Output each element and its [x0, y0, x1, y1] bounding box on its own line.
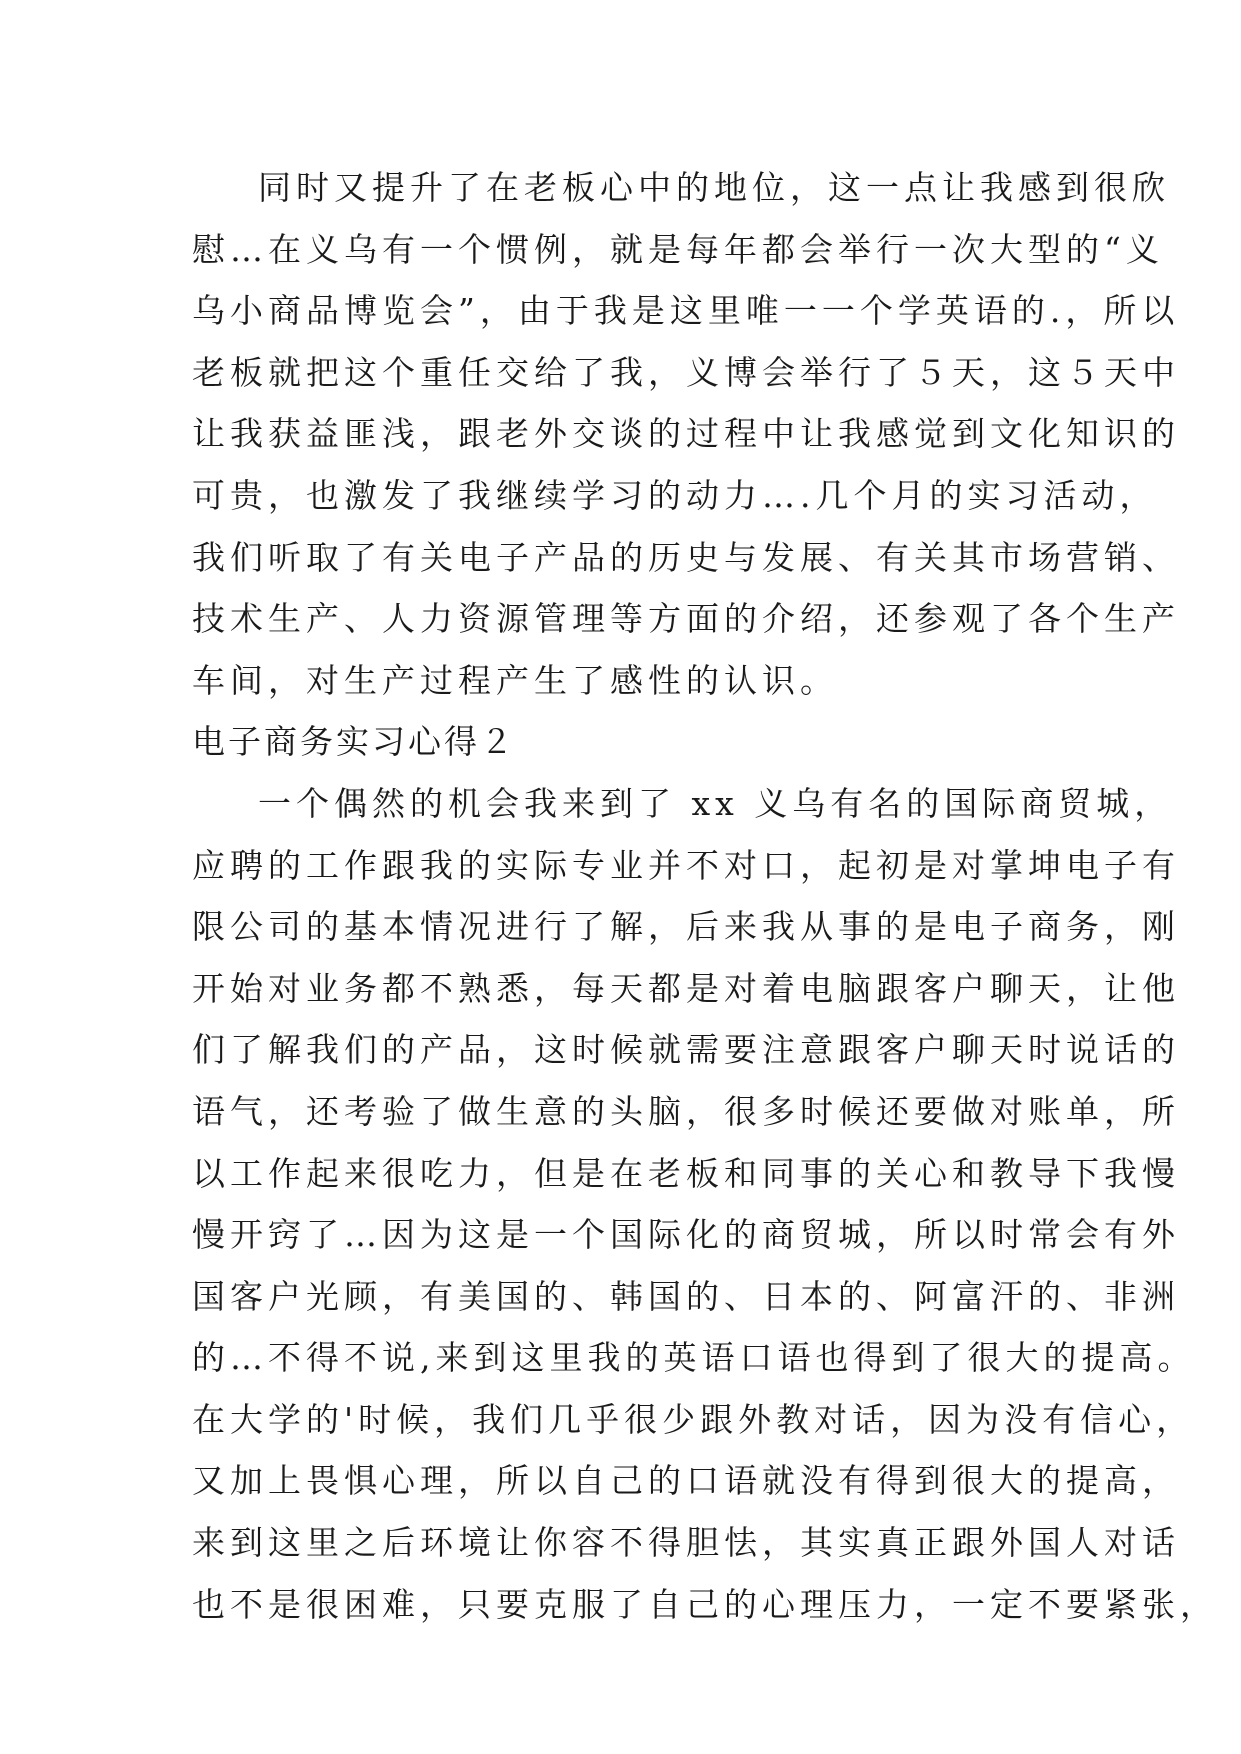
text-line: 来到这里之后环境让你容不得胆怯，其实真正跟外国人对话 — [192, 1523, 1180, 1563]
text-line: 同时又提升了在老板心中的地位，这一点让我感到很欣 — [258, 168, 1170, 207]
text-line: 老板就把这个重任交给了我，义博会举行了５天，这５天中 — [192, 352, 1180, 392]
text-line: 可贵，也激发了我继续学习的动力….几个月的实习活动， — [192, 475, 1158, 515]
text-line: 开始对业务都不熟悉，每天都是对着电脑跟客户聊天，让他 — [192, 968, 1180, 1008]
text-line: 的…不得不说,来到这里我的英语口语也得到了很大的提高。 — [192, 1338, 1196, 1378]
text-line: 让我获益匪浅，跟老外交谈的过程中让我感觉到文化知识的 — [192, 414, 1180, 454]
text-line: 慢开窍了…因为这是一个国际化的商贸城，所以时常会有外 — [192, 1215, 1180, 1255]
text-line: 语气，还考验了做生意的头脑，很多时候还要做对账单，所 — [192, 1091, 1180, 1131]
text-line: 也不是很困难，只要克服了自己的心理压力，一定不要紧张， — [192, 1584, 1218, 1624]
paragraph-2 — [192, 773, 1218, 1635]
text-line: 技术生产、人力资源管理等方面的介绍，还参观了各个生产 — [192, 599, 1180, 639]
text-line: 慰…在义乌有一个惯例，就是每年都会举行一次大型的“义 — [192, 229, 1164, 269]
paragraph-1 — [192, 157, 1180, 711]
text-line: 应聘的工作跟我的实际专业并不对口，起初是对掌坤电子有 — [192, 845, 1180, 885]
text-line: 限公司的基本情况进行了解，后来我从事的是电子商务，刚 — [192, 907, 1180, 947]
text-line: 一个偶然的机会我来到了 xx 义乌有名的国际商贸城， — [258, 783, 1173, 823]
text-line: 车间，对生产过程产生了感性的认识。 — [192, 660, 838, 700]
text-line: 我们听取了有关电子产品的历史与发展、有关其市场营销、 — [192, 537, 1180, 577]
text-line: 们了解我们的产品，这时候就需要注意跟客户聊天时说话的 — [192, 1030, 1180, 1070]
text-line: 又加上畏惧心理，所以自己的口语就没有得到很大的提高， — [192, 1461, 1180, 1501]
text-line: 以工作起来很吃力，但是在老板和同事的关心和教导下我慢 — [192, 1153, 1180, 1193]
text-line: 在大学的'时候，我们几乎很少跟外教对话，因为没有信心， — [192, 1399, 1195, 1439]
section-heading: 电子商务实习心得２ — [192, 722, 516, 762]
text-line: 国客户光顾，有美国的、韩国的、日本的、阿富汗的、非洲 — [192, 1276, 1180, 1316]
document-body — [192, 157, 1218, 1635]
text-line: 乌小商品博览会”，由于我是这里唯一一个学英语的.，所以 — [192, 291, 1180, 331]
